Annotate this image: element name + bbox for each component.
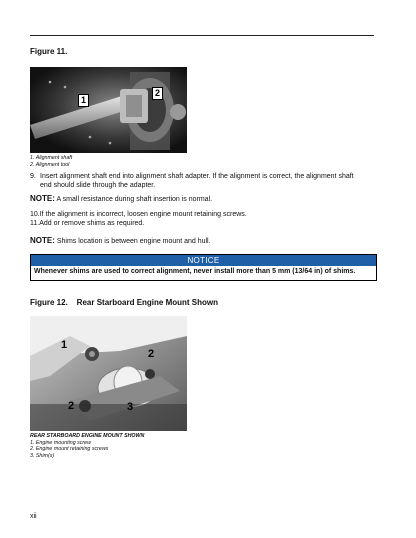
step-10: [30, 211, 376, 228]
callout-1: 1: [78, 94, 89, 107]
notice-body: Whenever shims are used to correct alignment, never install more than 5 mm (13/64 in) of shims.: [34, 268, 356, 275]
figure-12-legend: [30, 433, 144, 459]
note-label: NOTE:: [30, 236, 55, 245]
legend-item: 3. Shim(s): [30, 452, 55, 459]
callout-3: 3: [127, 401, 134, 413]
step-10-text: 10.If the alignment is incorrect, loosen engine mount retaining screws.: [30, 211, 247, 218]
engine-mount-illustration: [30, 316, 187, 431]
step-9-number: 9.: [30, 173, 36, 180]
callout-1: 1: [61, 339, 68, 351]
callout-2: 2: [148, 348, 155, 360]
figure-12-title: Figure 12. Rear Starboard Engine Mount Shown: [30, 298, 219, 307]
step-11-text: 11.Add or remove shims as required.: [30, 219, 145, 227]
note-text: Shims location is between engine mount and hull.: [56, 238, 211, 245]
legend-item: 1. Alignment shaft: [30, 155, 73, 161]
alignment-tool-illustration: [30, 67, 187, 153]
figure-12-caption: REAR STARBOARD ENGINE MOUNT SHOWN: [30, 433, 145, 439]
figure-11-photo: [30, 67, 187, 153]
top-rule: [30, 35, 374, 36]
callout-2b: 2: [68, 400, 75, 412]
figure-11-title: Figure 11.: [30, 47, 68, 56]
notice-box: [30, 254, 377, 281]
step-9-line2: end should slide through the adapter.: [40, 181, 156, 189]
note-text: A small resistance during shaft insertion is normal.: [56, 196, 213, 203]
step-9: [30, 173, 376, 190]
legend-item: 1. Engine mounting screw: [30, 439, 91, 446]
step-9-line1: Insert alignment shaft end into alignment shaft adapter. If the alignment is correct, the alignment shaft: [40, 173, 354, 180]
figure-12-photo: [30, 316, 187, 431]
page-number: xii: [30, 513, 37, 520]
figure-11-legend: [30, 155, 72, 168]
note-label: NOTE:: [30, 194, 55, 203]
callout-2: 2: [152, 87, 163, 100]
note-2: [30, 236, 211, 245]
legend-item: 2. Engine mount retaining screws: [30, 446, 109, 452]
legend-item: 2. Alignment tool: [30, 161, 70, 168]
notice-heading: NOTICE: [31, 255, 376, 266]
note-1: [30, 194, 212, 203]
